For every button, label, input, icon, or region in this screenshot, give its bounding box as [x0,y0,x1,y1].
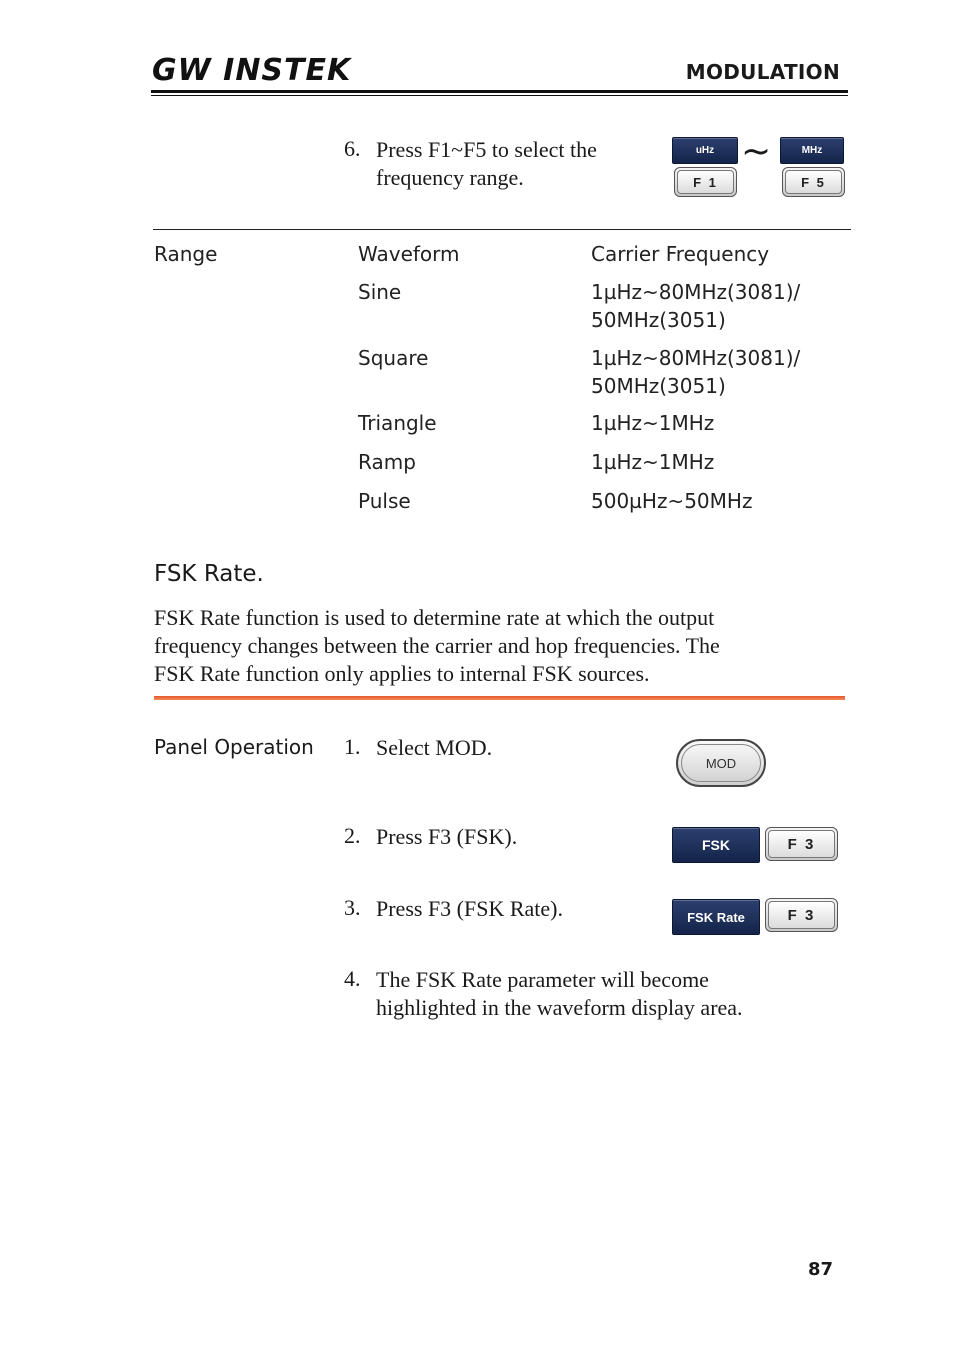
step-1-text: Select MOD. [376,735,493,760]
carrier-frequency-header: Carrier Frequency [591,242,770,266]
waveform-cell: Ramp [358,450,416,474]
tilde-range-symbol: ~ [741,131,772,172]
mod-button[interactable] [676,739,766,787]
frequency-line: 50MHz(3051) [591,374,726,398]
mhz-softkey[interactable]: MHz [780,137,844,164]
step-4-number: 4. [344,966,361,991]
table-rule [153,229,851,230]
page-number: 87 [807,1259,833,1280]
header-rule [151,90,848,93]
step-2-text: Press F3 (FSK). [376,824,518,849]
svg-text:GW INSTEK: GW INSTEK [152,53,352,88]
f5-key-label: F 5 [785,170,842,194]
step-3-number: 3. [344,895,361,920]
header-rule-thin [151,95,848,96]
frequency-cell [591,344,800,400]
waveform-cell: Square [358,346,429,370]
step-1-number: 1. [344,734,361,759]
waveform-cell: Pulse [358,489,411,513]
uhz-softkey[interactable]: uHz [672,137,738,164]
panel-operation-label: Panel Operation [154,735,314,759]
step-3-text: Press F3 (FSK Rate). [376,896,564,921]
fsk-rate-softkey[interactable]: FSK Rate [672,899,760,935]
waveform-cell: Sine [358,280,402,304]
description-line: frequency changes between the carrier and hop frequencies. The [154,633,720,658]
fsk-rate-heading: FSK Rate. [154,561,264,587]
frequency-cell: 500µHz~50MHz [591,489,753,513]
gw-instek-logo [152,53,352,88]
frequency-line: 1µHz~80MHz(3081)/ [591,280,801,304]
step-6-number: 6. [344,136,361,161]
frequency-cell: 1µHz~1MHz [591,411,715,435]
range-label: Range [154,242,218,266]
f1-key-label: F 1 [677,170,734,194]
waveform-header: Waveform [358,242,460,266]
step-6-line2: frequency range. [376,165,524,190]
frequency-cell: 1µHz~1MHz [591,450,715,474]
waveform-cell: Triangle [358,411,437,435]
step-4-line2: highlighted in the waveform display area. [376,995,743,1020]
frequency-cell [591,278,800,334]
step-4-line1: The FSK Rate parameter will become [376,967,709,992]
step-4-text [376,966,743,1022]
fsk-softkey[interactable]: FSK [672,827,760,863]
f5-key[interactable] [782,167,845,197]
fsk-rate-description [154,604,834,688]
step-6-line1: Press F1~F5 to select the [376,137,597,162]
description-line: FSK Rate function is used to determine rate at which the output [154,605,715,630]
frequency-line: 50MHz(3051) [591,308,726,332]
f3-key[interactable] [765,898,838,932]
section-title: MODULATION [685,60,840,84]
step-2-number: 2. [344,823,361,848]
f3-key-label: F 3 [768,901,835,929]
f3-key[interactable] [765,827,838,861]
description-line: FSK Rate function only applies to internal FSK sources. [154,661,650,686]
frequency-line: 1µHz~80MHz(3081)/ [591,346,801,370]
f1-key[interactable] [674,167,737,197]
f3-key-label: F 3 [768,830,835,858]
section-divider [154,696,845,700]
step-6-text [376,136,597,192]
mod-button-label: MOD [681,744,761,782]
